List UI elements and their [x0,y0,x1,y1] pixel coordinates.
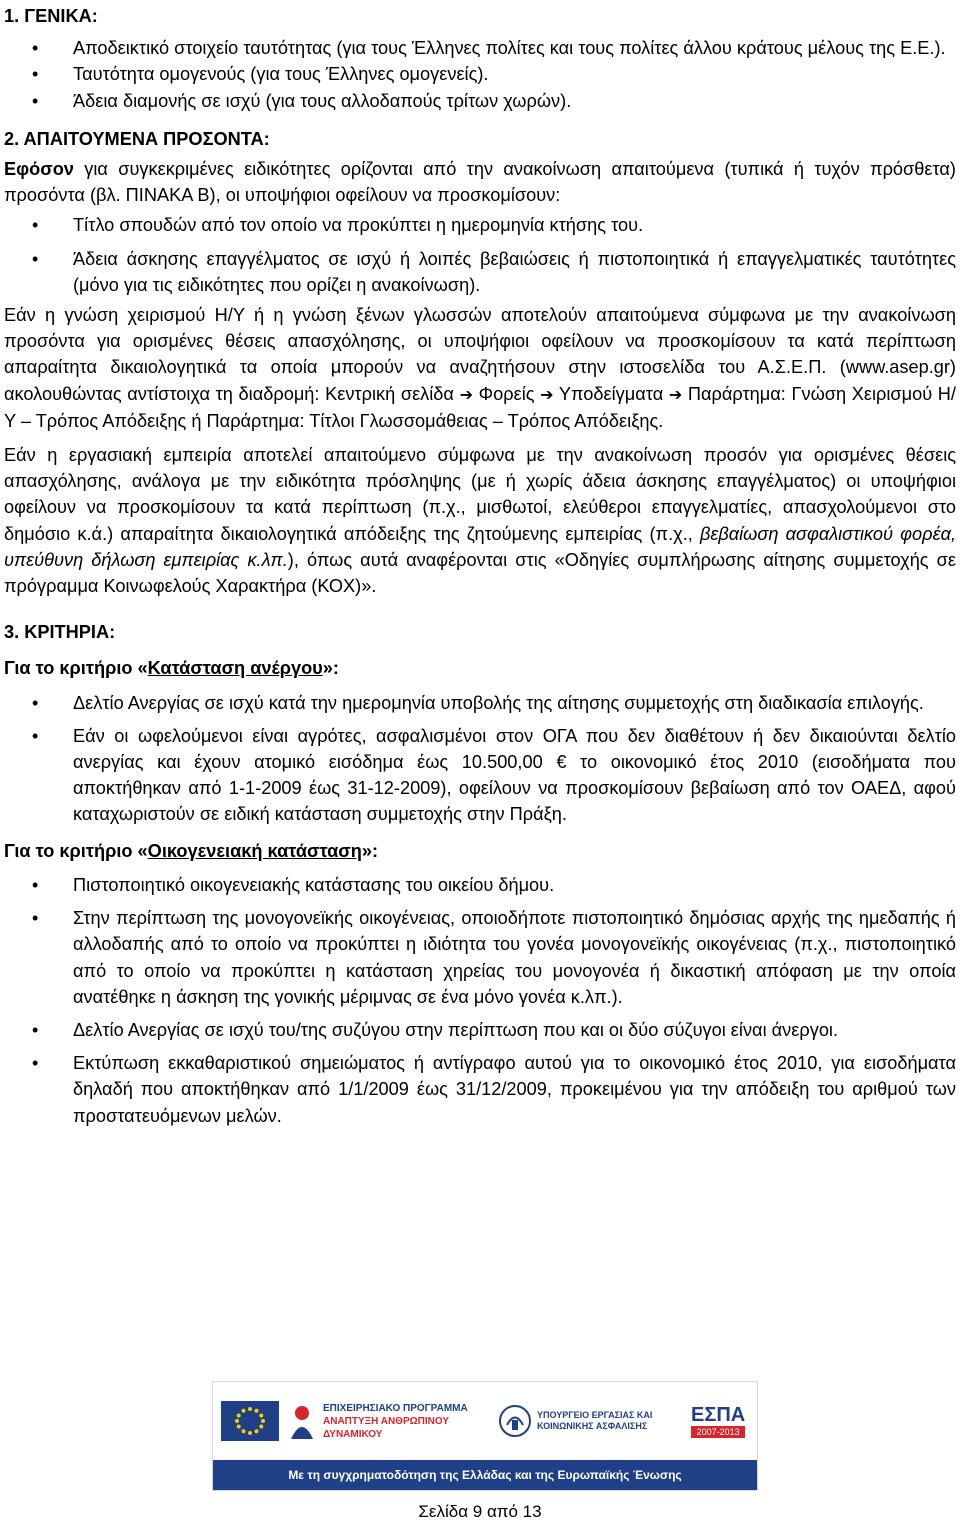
footer-logo-strip [212,1381,758,1491]
op-emblem-icon [287,1401,317,1441]
paragraph-text: Εάν η γνώση χειρισμού Η/Υ ή η γνώση ξένων γλωσσών αποτελούν απαιτούμενα σύμφωνα με την ανακοίνωση προσόντα για ορισμένες θέσεις απασχόλησης, οι υποψήφιοι οφείλουν να προσκομίσουν τα κατά περίπτωση απαραίτητα δικαιολογητικά τα οποία μπορούν να αναζητήσουν στην ιστοσελίδα του Α.Σ.Ε.Π. (www.asep.gr) ακολουθώντας αντίστοιχα τη διαδρομή: Κεντρική σελίδα [4,305,956,404]
arrow-icon: ➔ [459,384,473,404]
criterion-unemployed-list [4,690,956,828]
list-item: • Αποδεικτικό στοιχείο ταυτότητας (για τους Έλληνες πολίτες και τους πολίτες άλλου κράτους μέλους της Ε.Ε.). [4,35,956,61]
section-2-list [4,212,956,298]
paragraph-text: Εάν η εργασιακή εμπειρία αποτελεί απαιτούμενο σύμφωνα με την ανακοίνωση προσόν για ορισμένες θέσεις απασχόλησης, ανάλογα με την ειδικότητα πρόσληψης (με ή χωρίς άδεια άσκησης επαγγέλματος) οι υποψήφιοι οφείλουν να προσκομίσουν τα κατά περίπτωση (π.χ., μισθωτοί, ελεύθεροι επαγγελματίες, απασχολούμενοι στο δημόσιο κ.ά.) απαραίτητα δικαιολογητικά απόδειξης της ζητούμενης εμπειρίας (π.χ., [4,445,956,544]
arrow-icon: ➔ [668,384,683,404]
criterion-prefix: Για το κριτήριο « [4,658,148,679]
section-2-title: 2. ΑΠΑΙΤΟΥΜΕΝΑ ΠΡΟΣΟΝΤΑ: [4,128,270,149]
cofinancing-banner: Με τη συγχρηματοδότηση της Ελλάδας και της Ευρωπαϊκής Ένωσης [213,1460,757,1490]
page-number: Σελίδα 9 από 13 [418,1502,542,1521]
experience-paragraph [4,442,956,599]
criterion-prefix: Για το κριτήριο « [4,840,148,861]
criterion-name: Οικογενειακή κατάσταση [147,840,362,861]
list-item: • Εκτύπωση εκκαθαριστικού σημειώματος ή αντίγραφο αυτού για το οικονομικό έτος 2010, για εισοδήματα δηλαδή που αποκτήθηκαν από 1/1/2009 έως 31/12/2009, προκειμένου για την απόδειξη του αριθμού των προστατευόμενων μελών. [4,1050,956,1129]
document-page [4,0,956,1129]
list-item: • Δελτίο Ανεργίας σε ισχύ του/της συζύγου στην περίπτωση που και οι δύο σύζυγοι είναι άνεργοι. [4,1017,956,1043]
op-line-2: ΑΝΑΠΤΥΞΗ ΑΝΘΡΩΠΙΝΟΥ ΔΥΝΑΜΙΚΟΥ [323,1415,450,1440]
espa-years: 2007-2013 [691,1426,745,1438]
paragraph-italic: βεβαίωση ασφαλιστικού φορέα, υπεύθυνη δήλωση εμπειρίας κ.λπ. [4,523,956,570]
list-item: • Στην περίπτωση της μονογονεϊκής οικογένειας, οποιοδήποτε πιστοποιητικό δημόσιας αρχής της ημεδαπής ή αλλοδαπής από το οποίο να προκύπτει η ιδιότητα του γονέα μονογονεϊκής οικογένειας (π.χ., πιστοποιητικό από το οποίο να προκύπτει η κατάσταση χηρείας του μονογονέα ή δικαστική απόφαση με την οποία ανατέθηκε η άσκηση της γονικής μέριμνας σε ένα μόνο γονέα κ.λπ.). [4,905,956,1010]
section-3-title: 3. ΚΡΙΤΗΡΙΑ: [4,622,116,643]
espa-logo [691,1404,745,1438]
list-item: • Δελτίο Ανεργίας σε ισχύ κατά την ημερομηνία υποβολής της αίτησης συμμετοχής στη διαδικασία επιλογής. [4,690,956,716]
logo-band [213,1382,757,1460]
arrow-icon: ➔ [540,384,554,404]
criterion-family-list [4,872,956,1129]
intro-bold: Εφόσον [4,159,74,180]
computer-skills-paragraph [4,302,956,434]
criterion-unemployed-heading [4,655,956,681]
paragraph-text: Υποδείγματα [553,383,669,404]
op-title [323,1402,498,1441]
eu-flag-icon [221,1401,279,1441]
section-1-title: 1. ΓΕΝΙΚΑ: [4,6,98,26]
list-item: • Πιστοποιητικό οικογενειακής κατάστασης του οικείου δήμου. [4,872,956,898]
list-item: • Εάν οι ωφελούμενοι είναι αγρότες, ασφαλισμένοι στον ΟΓΑ που δεν διαθέτουν ή δεν δικαιούνται δελτίο ανεργίας και έχουν ατομικό εισόδημα έως 10.500,00 € το οικονομικό έτος 2010 (εισοδήματα που αποκτήθηκαν από 1-1-2009 έως 31-12-2009), οφείλουν να προσκομίσουν βεβαίωση από τον ΟΑΕΔ, αφού καταχωριστούν σε ειδική κατάσταση συμμετοχής στην Πράξη. [4,723,956,828]
paragraph-text: Παράρτημα: Γνώση Χειρισμού Η/Υ – Τρόπος Απόδειξης ή Παράρτημα: Τίτλοι Γλωσσομάθειας – Τρόπος Απόδειξης. [4,383,956,431]
section-2-intro [4,156,956,208]
paragraph-text: ), όπως αυτά αναφέρονται στις «Οδηγίες συμπλήρωσης αίτησης συμμετοχής σε πρόγραμμα Κοινωφελούς Χαρακτήρα (ΚΟΧ)». [4,549,956,597]
criterion-family-heading [4,838,956,864]
criterion-name: Κατάσταση ανέργου [147,658,323,679]
ministry-label: ΥΠΟΥΡΓΕΙΟ ΕΡΓΑΣΙΑΣ ΚΑΙ ΚΟΙΝΩΝΙΚΗΣ ΑΣΦΑΛΙΣΗΣ [537,1410,653,1431]
list-item: • Τίτλο σπουδών από τον οποίο να προκύπτει η ημερομηνία κτήσης του. [4,212,956,238]
list-item: • Άδεια διαμονής σε ισχύ (για τους αλλοδαπούς τρίτων χωρών). [4,88,956,114]
list-item: • Ταυτότητα ομογενούς (για τους Έλληνες ομογενείς). [4,61,956,87]
intro-text: για συγκεκριμένες ειδικότητες ορίζονται από την ανακοίνωση απαιτούμενα (τυπικά ή τυχόν πρόσθετα) προσόντα (βλ. ΠΙΝΑΚΑ Β), οι υποψήφιοι οφείλουν να προσκομίσουν: [4,159,956,206]
op-line-1: ΕΠΙΧΕΙΡΗΣΙΑΚΟ ΠΡΟΓΡΑΜΜΑ [323,1402,468,1414]
paragraph-text: Φορείς [473,383,541,404]
list-item: • Άδεια άσκησης επαγγέλματος σε ισχύ ή λοιπές βεβαιώσεις ή πιστοποιητικά ή επαγγελματικές ταυτότητες (μόνο για τις ειδικότητες που ορίζει η ανακοίνωση). [4,246,956,298]
greek-emblem-icon [498,1404,532,1438]
section-1-list [4,35,956,114]
espa-title: ΕΣΠΑ [691,1404,746,1426]
criterion-suffix: »: [322,658,339,679]
criterion-suffix: »: [361,840,379,861]
